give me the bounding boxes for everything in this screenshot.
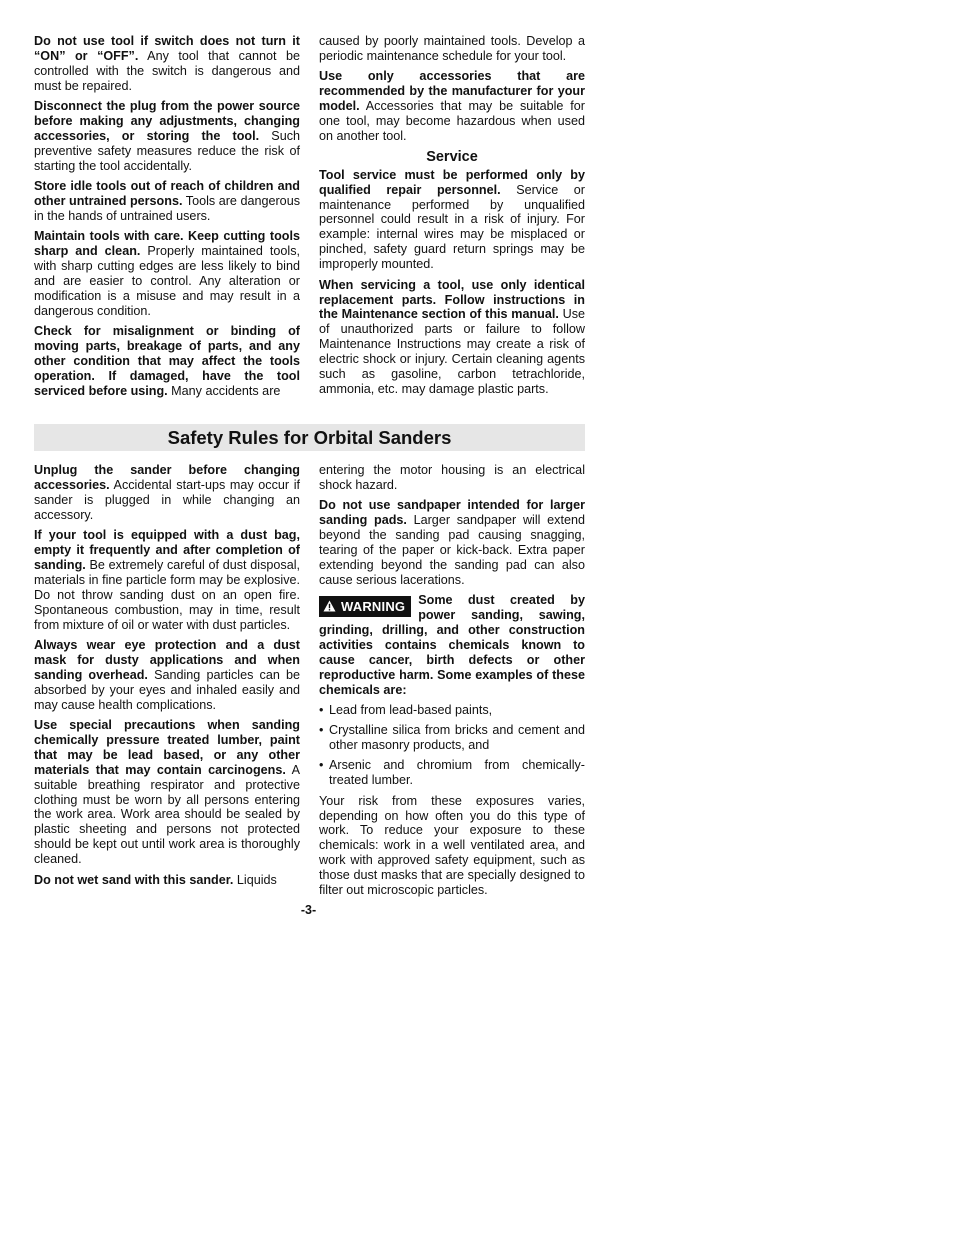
section-title-bar: [34, 424, 585, 451]
sander-rules-column-left: [34, 463, 300, 893]
warning-badge-text: WARNING: [341, 599, 406, 615]
exposure-closing-paragraph: Your risk from these exposures varies, depending on how often you do this type of work. To reduce your exposure to these chemicals: work in a well ventilated area, and work with approved safety equipment, such as those dust masks that are specially designed to filter out microscopic particles.: [319, 793, 585, 898]
eye-protection-rule: Always wear eye protection and a dust mask for dusty applications and when sanding overhead. Sanding particles can be absorbed by your eyes and inhaled easily and may cause health complications.: [34, 637, 300, 712]
switch-rule: Do not use tool if switch does not turn it “ON” or “OFF”. Any tool that cannot be controlled with the switch is dangerous and must be repaired.: [34, 34, 300, 93]
store-idle-tools-rule: Store idle tools out of reach of children and other untrained persons. Tools are dangerous in the hands of untrained users.: [34, 179, 300, 223]
accessories-rule: Use only accessories that are recommended by the manufacturer for your model. Accessories that may be suitable for one tool, may become hazardous when used on another tool.: [319, 69, 585, 143]
misalignment-rule: Check for misalignment or binding of moving parts, breakage of parts, and any other condition that may affect the tools operation. If damaged, have the tool serviced before using. Many accidents are: [34, 324, 300, 398]
list-item: • Arsenic and chromium from chemically-treated lumber.: [319, 757, 585, 787]
unplug-sander-rule: Unplug the sander before changing accessories. Accidental start-ups may occur if sander is plugged in while changing an accessory.: [34, 463, 300, 522]
warning-triangle-icon: [323, 600, 336, 612]
qualified-service-rule: Tool service must be performed only by qualified repair personnel. Service or maintenance performed by unqualified personnel could result in a risk of injury. For example: internal wires may be misplaced or pinched, safety guard return springs may be improperly mounted.: [319, 167, 585, 272]
sandpaper-rule: Do not use sandpaper intended for larger sanding pads. Larger sandpaper will extend beyond the sanding pad causing snagging, tearing of the paper or kick-back. Extra paper extending beyond the sanding pad can also cause serious lacerations.: [319, 498, 585, 587]
section-title: Safety Rules for Orbital Sanders: [167, 427, 452, 448]
sander-rules-column-right: [319, 463, 585, 903]
chemicals-list: [319, 703, 585, 788]
wet-sand-rule: Do not wet sand with this sander. Liquids: [34, 872, 277, 887]
list-item: • Crystalline silica from bricks and cement and other masonry products, and: [319, 723, 585, 752]
identical-parts-rule: When servicing a tool, use only identical replacement parts. Follow instructions in the Maintenance section of this manual. Use of unauthorized parts or failure to follow Maintenance Instructions may create a risk of electric shock or injury. Certain cleaning agents such as gasoline, carbon tetrachloride, ammonia, etc. may damage plastic parts.: [319, 277, 585, 396]
general-rules-column-left: [34, 34, 300, 404]
shock-hazard-continued: entering the motor housing is an electrical shock hazard.: [319, 463, 585, 492]
dust-bag-rule: If your tool is equipped with a dust bag, empty it frequently and after completion of sanding. Be extremely careful of dust disposal, materials in fine particle form may be explosive. Do not throw sanding dust on an open fire. Spontaneous combustion, may in time, result from mixture of oil or water with dust particles.: [34, 528, 300, 632]
service-heading: Service: [426, 148, 478, 165]
warning-text: Some dust created by power sanding, sawing, grinding, drilling, and other construction activities contains chemicals known to cause cancer, birth defects or other reproductive harm. Some examples of these chemicals are:: [319, 593, 585, 697]
disconnect-plug-rule: Disconnect the plug from the power source before making any adjustments, changing accessories, or storing the tool. Such preventive safety measures reduce the risk of starting the tool accidentally.: [34, 99, 300, 173]
warning-paragraph: [319, 593, 585, 697]
list-item: • Lead from lead-based paints,: [319, 703, 493, 718]
page-number: -3-: [300, 903, 317, 917]
maintain-tools-rule: Maintain tools with care. Keep cutting tools sharp and clean. Properly maintained tools, with sharp cutting edges are less likely to bind and are easier to control. Any alteration or modification is a misuse and may result in a dangerous condition.: [34, 229, 300, 318]
maintenance-continued: caused by poorly maintained tools. Develop a periodic maintenance schedule for your tool.: [319, 34, 585, 63]
general-rules-column-right: [319, 34, 585, 402]
warning-label: [319, 596, 411, 617]
special-precautions-rule: Use special precautions when sanding chemically pressure treated lumber, paint that may be lead based, or any other materials that may contain carcinogens. A suitable breathing respirator and protective clothing must be worn by all persons entering the work area. Work area should be sealed by plastic sheeting and persons not protected should be kept out until work area is thoroughly cleaned.: [34, 718, 300, 867]
